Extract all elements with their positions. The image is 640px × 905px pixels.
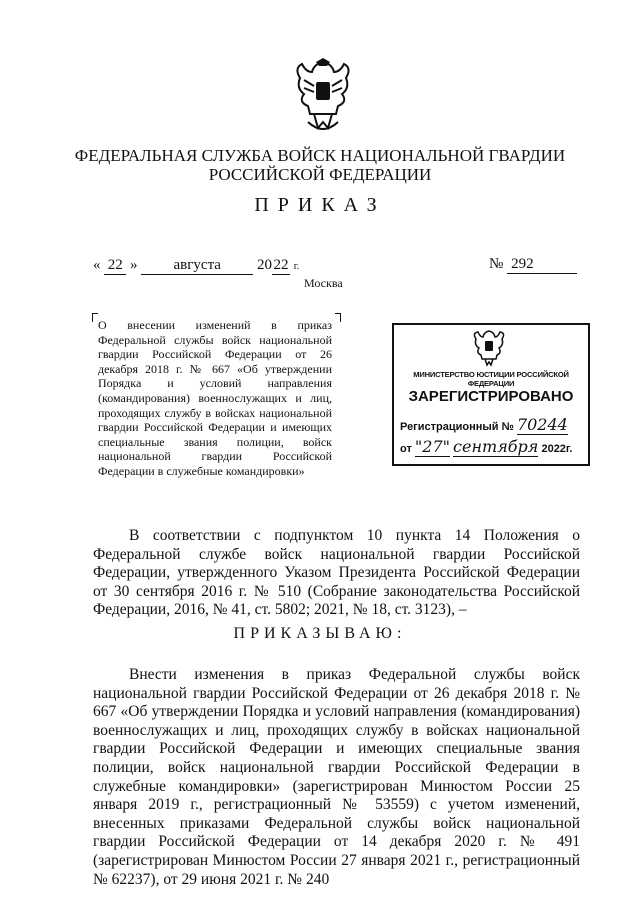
date-month: августа <box>141 257 253 275</box>
stamp-registered: ЗАРЕГИСТРИРОВАНО <box>408 388 574 405</box>
coat-of-arms-icon <box>292 58 354 136</box>
number-label: № <box>489 256 504 272</box>
stamp-date-year: 2022г. <box>541 443 573 455</box>
date-quote-open: « <box>93 257 101 273</box>
document-subject: О внесении изменений в приказ Федеральной службы войск национальной гвардии Российской Федерации от 26 декабря 2018 г. № 667 «Об утверждении Порядка и условий направления (командирования) военнослужащих и лиц, проходящих службу в войсках национальной гвардии Российской Федерации и имеющих специальные звания полиции, войск национальной гвардии Российской Федерации в служебные командировки» <box>98 318 332 478</box>
date-quote-close: » <box>130 257 138 273</box>
paragraph-1: Внести изменения в приказ Федеральной службы войск национальной гвардии Российской Федерации от 26 декабря 2018 г. № 667 «Об утверждении Порядка и условий направления (командирования) военнослужащих и лиц, проходящих службу в войсках национальной гвардии Российской Федерации и имеющих специальные звания полиции, войск национальной гвардии Российской Федерации в служебные командировки» (зарегистрирован Минюстом России 25 января 2019 г., регистрационный № 53559) с учетом изменений, внесенных приказами Федеральной службы войск национальной гвардии Российской Федерации от 14 декабря 2020 г. № 491 (зарегистрирован Минюстом России 27 января 2021 г., регистрационный № 62237), от 29 июня 2021 г. № 240 <box>93 666 580 888</box>
order-body <box>93 666 580 889</box>
stamp-date-day: "27" <box>414 437 450 456</box>
stamp-reg-label: Регистрационный № <box>400 421 514 433</box>
document-title: ПРИКАЗ <box>254 194 386 216</box>
document-number <box>489 256 577 274</box>
date-year-prefix: 20 <box>257 257 272 273</box>
org-line-1: ФЕДЕРАЛЬНАЯ СЛУЖБА ВОЙСК НАЦИОНАЛЬНОЙ ГВАРДИИ <box>74 146 566 165</box>
preamble-text: В соответствии с подпунктом 10 пункта 14 Положения о Федеральной службе войск национальной гвардии Российской Федерации, утвержденного Указом Президента Российской Федерации от 30 сентября 2016 г. № 510 (Собрание законодательства Российской Федерации, 2016, № 41, ст. 5802; 2021, № 18, ст. 3123), – <box>93 527 580 619</box>
preamble <box>93 527 580 620</box>
stamp-ministry: МИНИСТЕРСТВО ЮСТИЦИИ РОССИЙСКОЙ ФЕДЕРАЦИИ <box>413 370 569 388</box>
stamp-date-month: сентября <box>453 437 539 456</box>
date-year: 22 <box>273 257 289 273</box>
organization-name <box>0 146 640 184</box>
stamp-reg-number-line <box>400 415 568 434</box>
document-date <box>93 257 299 275</box>
subject-bracket-right <box>335 313 341 322</box>
orders-heading: ПРИКАЗЫВАЮ: <box>233 625 407 642</box>
stamp-reg-number: 70244 <box>516 415 568 434</box>
date-year-suffix: г. <box>293 261 300 272</box>
number-value: 292 <box>507 256 577 274</box>
stamp-date-prefix: от <box>400 443 412 455</box>
city: Москва <box>304 276 343 290</box>
stamp-emblem-icon <box>472 329 506 367</box>
stamp-date-line <box>400 437 572 456</box>
org-line-2: РОССИЙСКОЙ ФЕДЕРАЦИИ <box>208 165 432 184</box>
date-day: 22 <box>104 257 126 275</box>
registration-stamp <box>392 323 590 466</box>
